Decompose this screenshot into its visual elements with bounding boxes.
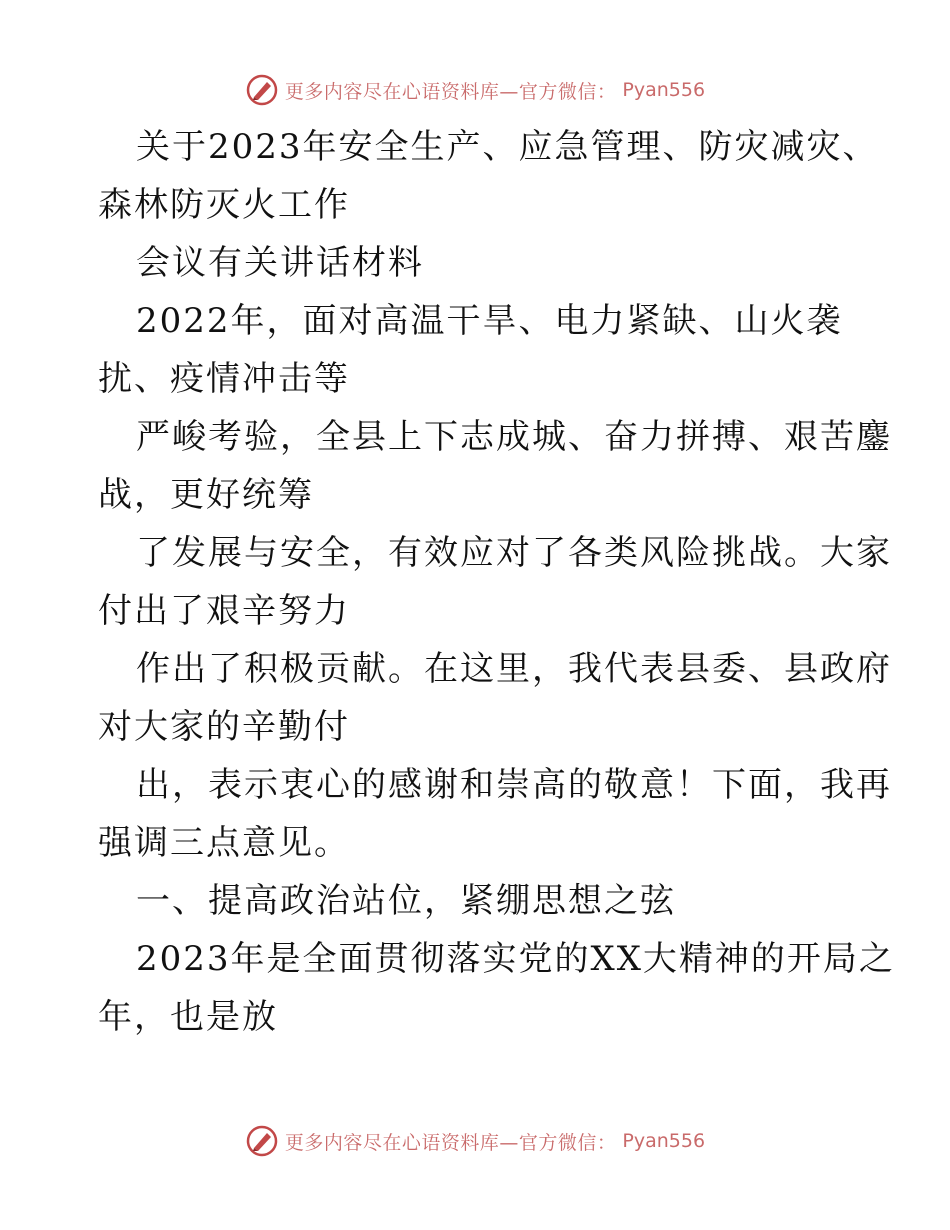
logo-icon [245,73,279,107]
text-line: 森林防灭火工作 [98,185,350,225]
watermark-text: 更多内容尽在心语资料库—官方微信： [284,80,617,103]
watermark-wechat-id: Pyan556 [622,79,706,101]
text-line: 出，表示衷心的感谢和崇高的敬意！下面，我再 [136,765,892,805]
text-line: 严峻考验，全县上下志成城、奋力拼搏、艰苦鏖 [136,417,892,457]
text-line: 战，更好统筹 [98,475,314,515]
logo-icon [245,1124,279,1158]
text-line: 年，也是放 [98,997,278,1037]
text-line: 对大家的辛勤付 [98,707,350,747]
text-line: 了发展与安全，有效应对了各类风险挑战。大家 [136,533,892,573]
section-heading: 一、提高政治站位，紧绷思想之弦 [136,881,676,921]
text-line: 作出了积极贡献。在这里，我代表县委、县政府 [136,649,892,689]
text-line: 扰、疫情冲击等 [98,359,350,399]
text-line: 关于2023年安全生产、应急管理、防灾减灾、 [136,127,879,167]
text-line: 付出了艰辛努力 [98,591,350,631]
text-line: 会议有关讲话材料 [136,243,424,283]
text-line: 2022年，面对高温干旱、电力紧缺、山火袭 [136,301,843,341]
document-body [98,118,895,1046]
header-watermark [0,70,950,110]
watermark-text: 更多内容尽在心语资料库—官方微信： [284,1131,617,1154]
text-line: 强调三点意见。 [98,823,350,863]
watermark-wechat-id: Pyan556 [622,1130,706,1152]
footer-watermark [0,1121,950,1161]
text-line: 2023年是全面贯彻落实党的XX大精神的开局之 [136,939,895,979]
